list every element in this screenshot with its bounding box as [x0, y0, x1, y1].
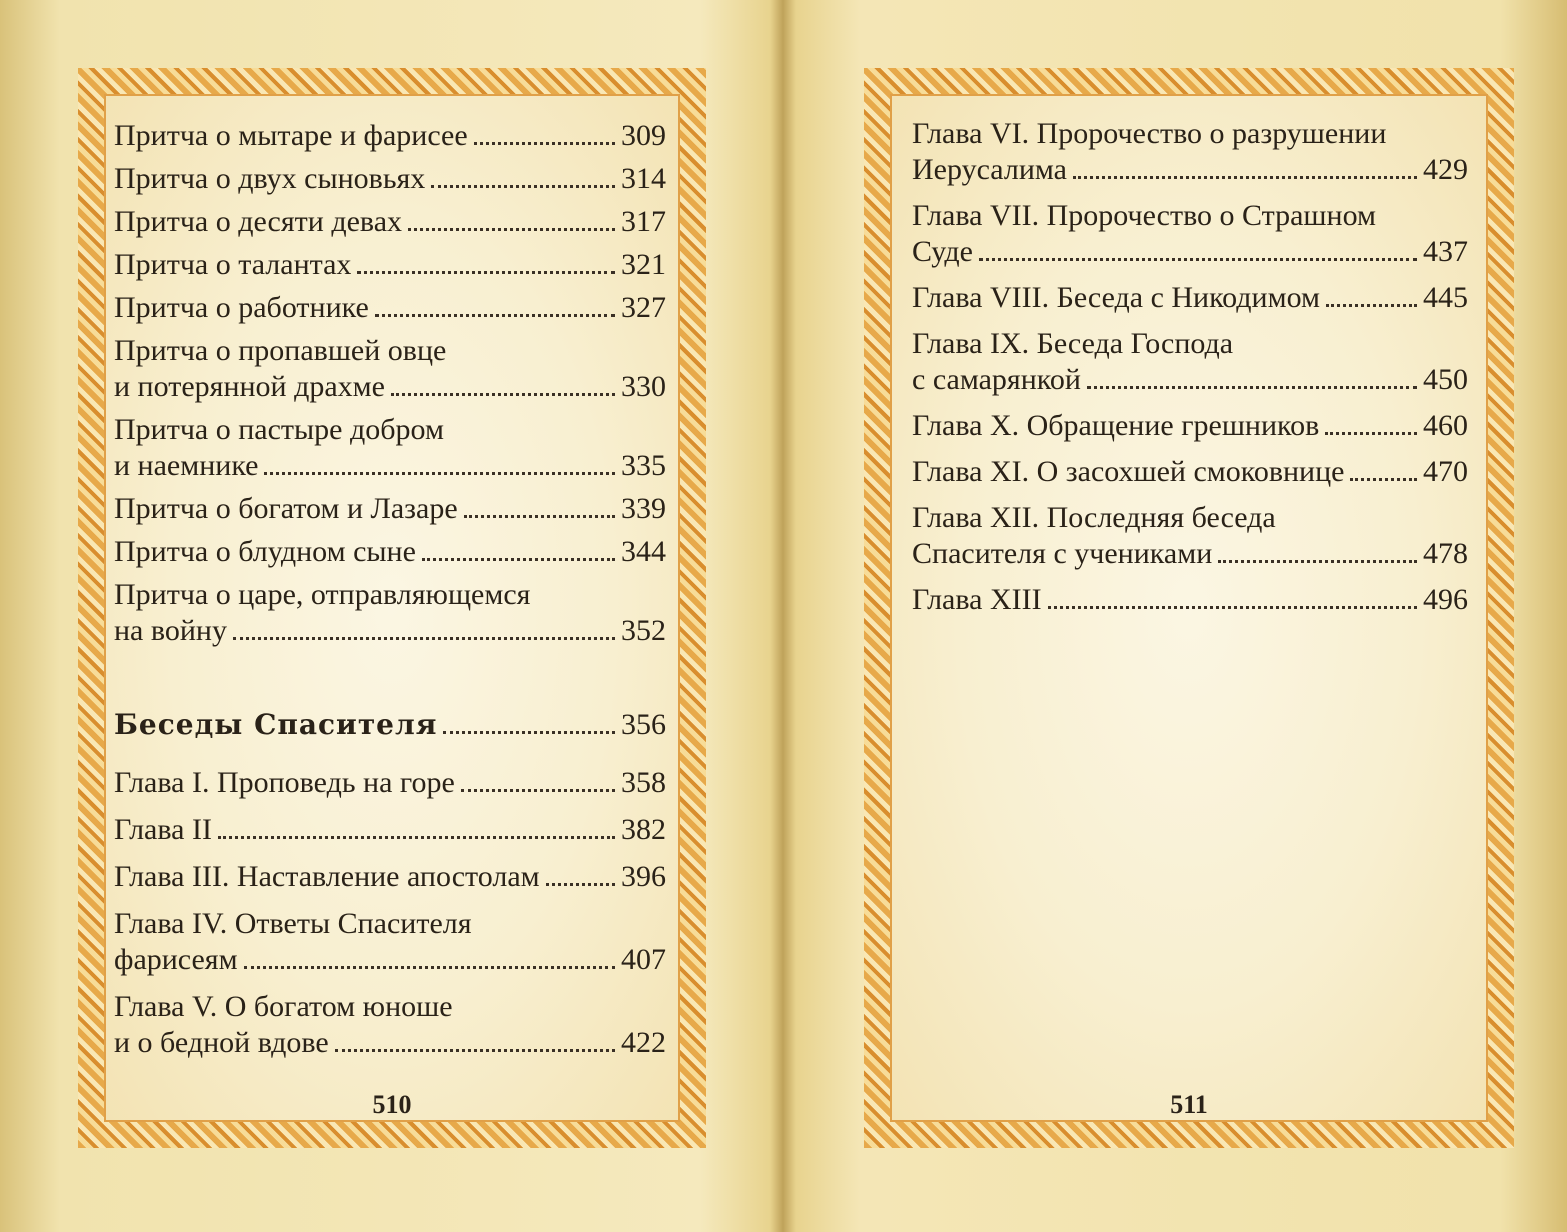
chapter-page: 470: [1423, 455, 1468, 488]
entry-title: на войну: [114, 614, 227, 647]
chapter-title: Суде: [912, 235, 973, 268]
chapter-title: Глава XI. О засохшей смоковнице: [912, 455, 1345, 488]
toc-chapter[interactable]: [114, 812, 666, 848]
leader-dots: [233, 637, 615, 640]
toc-chapter[interactable]: [114, 765, 666, 801]
entry-page: 317: [621, 205, 666, 238]
entry-title: Притча о мытаре и фарисее: [114, 119, 468, 152]
toc-chapter[interactable]: [912, 500, 1468, 572]
chapter-page: 396: [621, 860, 666, 893]
chapter-title: и о бедной вдове: [114, 1026, 329, 1059]
leader-dots: [1218, 560, 1417, 563]
chapter-title: Спасителя с учениками: [912, 537, 1213, 570]
left-page: [78, 68, 706, 1148]
toc-chapter[interactable]: [114, 989, 666, 1061]
entry-title-first-line: Притча о пастыре добром: [114, 413, 444, 446]
chapter-page: 460: [1423, 409, 1468, 442]
toc-chapter[interactable]: [912, 198, 1468, 270]
toc-chapter[interactable]: [912, 280, 1468, 316]
table-of-contents: [912, 116, 1468, 618]
leader-dots: [431, 185, 615, 188]
toc-chapter[interactable]: [114, 906, 666, 978]
page-number: 510: [372, 1090, 412, 1119]
section-page: 356: [621, 708, 666, 741]
entry-title: Притча о блудном сыне: [114, 535, 416, 568]
chapter-title: фарисеям: [114, 943, 238, 976]
entry-title-first-line: Притча о пропавшей овце: [114, 334, 447, 367]
leader-dots: [979, 258, 1417, 261]
chapter-title: с самарянкой: [912, 363, 1081, 396]
toc-entry[interactable]: [114, 412, 666, 484]
chapter-title-first-line: Глава IV. Ответы Спасителя: [114, 907, 472, 940]
chapter-title-first-line: Глава XII. Последняя беседа: [912, 501, 1276, 534]
toc-entry[interactable]: [114, 577, 666, 649]
chapter-page: 478: [1423, 537, 1468, 570]
leader-dots: [408, 228, 615, 231]
entry-page: 344: [621, 535, 666, 568]
entry-page: 314: [621, 162, 666, 195]
entry-page: 339: [621, 492, 666, 525]
toc-entry[interactable]: [114, 534, 666, 570]
entry-page: 321: [621, 248, 666, 281]
leader-dots: [1350, 478, 1417, 481]
leader-dots: [218, 836, 615, 839]
chapter-page: 450: [1423, 363, 1468, 396]
leader-dots: [422, 558, 615, 561]
toc-chapter[interactable]: [912, 116, 1468, 188]
leader-dots: [375, 314, 615, 317]
leader-dots: [1087, 386, 1417, 389]
leader-dots: [1073, 176, 1417, 179]
entry-page: 309: [621, 119, 666, 152]
toc-chapter[interactable]: [912, 408, 1468, 444]
toc-entry[interactable]: [114, 118, 666, 154]
entry-page: 352: [621, 614, 666, 647]
entry-title-first-line: Притча о царе, отправляющемся: [114, 578, 531, 611]
page-number: 511: [1170, 1090, 1208, 1119]
chapter-title: Глава III. Наставление апостолам: [114, 860, 540, 893]
toc-section-heading[interactable]: [114, 707, 666, 743]
chapter-page: 358: [621, 766, 666, 799]
entry-title: и потерянной драхме: [114, 370, 385, 403]
toc-chapter[interactable]: [912, 582, 1468, 618]
chapter-page: 496: [1423, 583, 1468, 616]
leader-dots: [1326, 304, 1417, 307]
entry-page: 330: [621, 370, 666, 403]
leader-dots: [461, 789, 615, 792]
entry-title: Притча о двух сыновьях: [114, 162, 426, 195]
leader-dots: [391, 393, 615, 396]
chapter-title-first-line: Глава VII. Пророчество о Страшном: [912, 199, 1377, 232]
entry-title: Притча о талантах: [114, 248, 352, 281]
toc-entry[interactable]: [114, 333, 666, 405]
chapter-title-first-line: Глава VI. Пророчество о разрушении: [912, 117, 1387, 150]
chapter-title: Глава VIII. Беседа с Никодимом: [912, 281, 1321, 314]
chapter-title: Глава I. Проповедь на горе: [114, 766, 455, 799]
chapter-title: Иерусалима: [912, 153, 1067, 186]
chapter-page: 407: [621, 943, 666, 976]
entry-title: и наемнике: [114, 449, 259, 482]
toc-entry[interactable]: [114, 204, 666, 240]
toc-chapter[interactable]: [912, 326, 1468, 398]
leader-dots: [335, 1049, 615, 1052]
table-of-contents: [114, 118, 666, 1061]
leader-dots: [1048, 606, 1417, 609]
toc-entry[interactable]: [114, 290, 666, 326]
chapter-page: 429: [1423, 153, 1468, 186]
chapter-page: 445: [1423, 281, 1468, 314]
leader-dots: [264, 472, 615, 475]
chapter-page: 422: [621, 1026, 666, 1059]
leader-dots: [546, 883, 615, 886]
chapter-title-first-line: Глава V. О богатом юноше: [114, 990, 453, 1023]
chapter-title: Глава XIII: [912, 583, 1042, 616]
entry-page: 327: [621, 291, 666, 324]
entry-title: Притча о десяти девах: [114, 205, 403, 238]
toc-entry[interactable]: [114, 247, 666, 283]
section-title: Беседы Спасителя: [114, 708, 438, 741]
entry-page: 335: [621, 449, 666, 482]
chapter-title: Глава II: [114, 813, 212, 846]
toc-chapter[interactable]: [912, 454, 1468, 490]
toc-entry[interactable]: [114, 491, 666, 527]
toc-chapter[interactable]: [114, 859, 666, 895]
chapter-title: Глава X. Обращение грешников: [912, 409, 1320, 442]
leader-dots: [357, 271, 615, 274]
toc-entry[interactable]: [114, 161, 666, 197]
entry-title: Притча о богатом и Лазаре: [114, 492, 458, 525]
chapter-page: 382: [621, 813, 666, 846]
right-page: [864, 68, 1514, 1148]
entry-title: Притча о работнике: [114, 291, 369, 324]
leader-dots: [443, 731, 615, 734]
chapter-title-first-line: Глава IX. Беседа Господа: [912, 327, 1234, 360]
chapter-page: 437: [1423, 235, 1468, 268]
leader-dots: [464, 515, 615, 518]
leader-dots: [244, 966, 615, 969]
leader-dots: [1325, 432, 1417, 435]
leader-dots: [474, 142, 615, 145]
